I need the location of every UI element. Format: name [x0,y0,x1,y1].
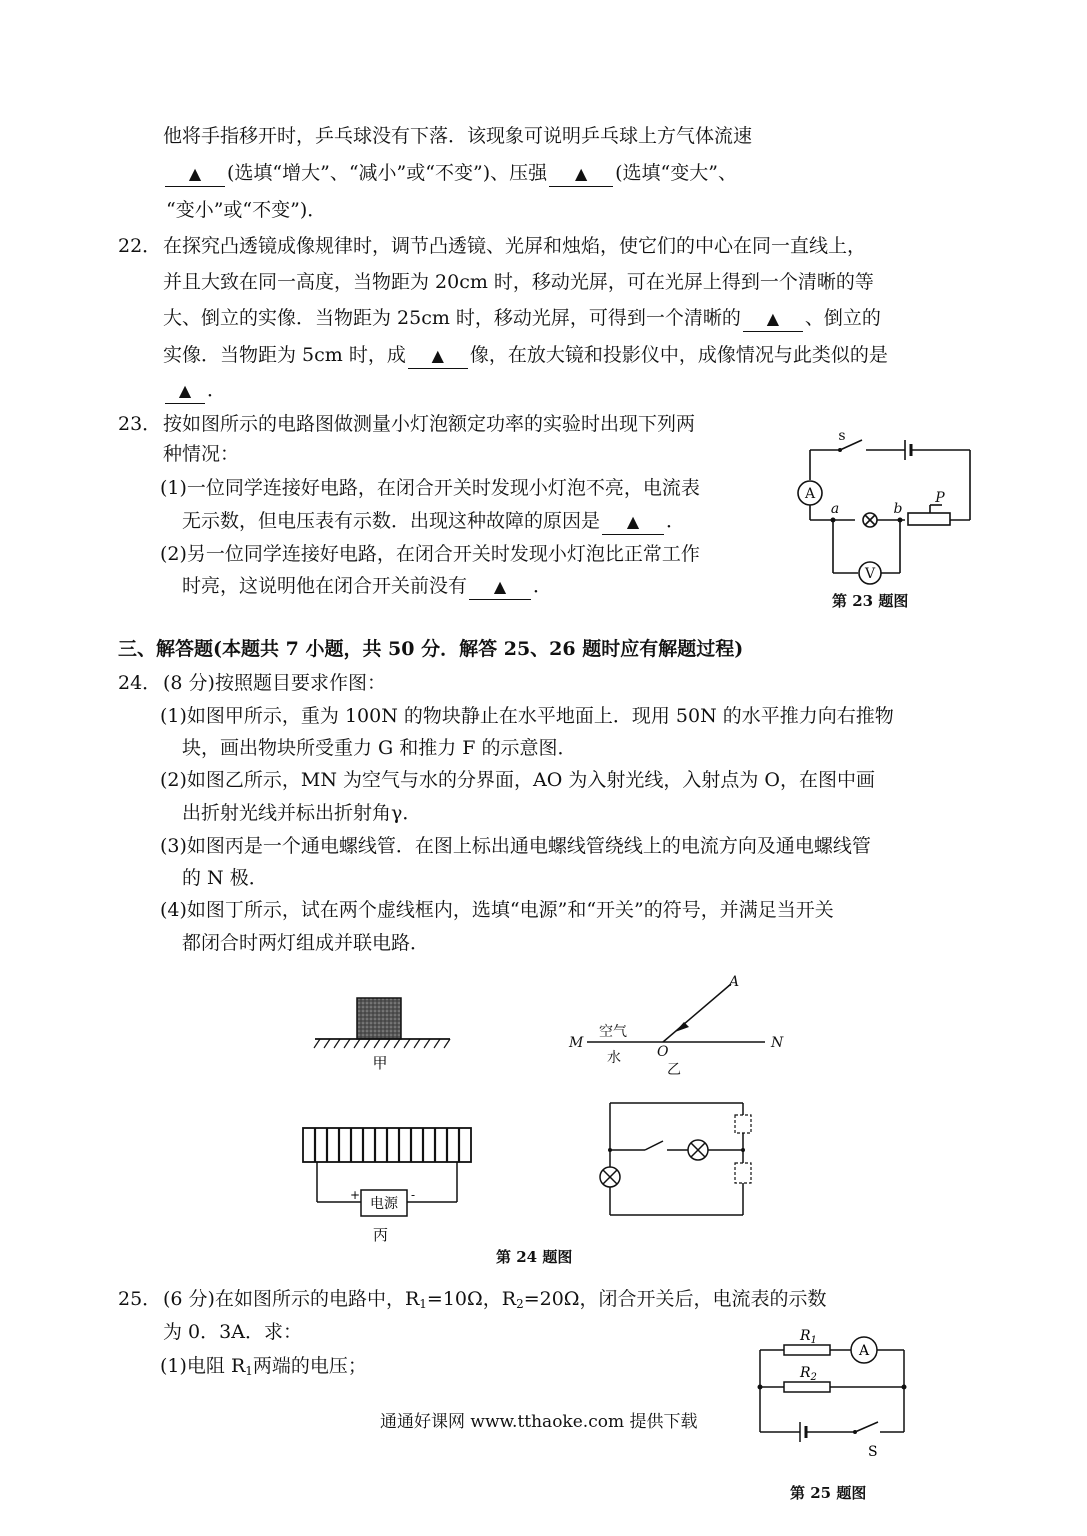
water-label: 水 [607,1050,621,1066]
q25-line1: (6 分)在如图所示的电路中，$R_1=10\Omega$，$R_2=20\Omega$，闭合开关后，电流表的示数 [163,1288,827,1311]
fig-bing-label: 丙 [373,1226,389,1244]
answer-blank[interactable]: ▲ [743,306,803,332]
label-a: A [729,974,740,990]
q23-p2-line1: (2)另一位同学连接好电路，在闭合开关时发现小灯泡比正常工作 [160,543,700,565]
q23-caption: 第 23 题图 [832,592,909,610]
q24-number: 24． [118,672,162,694]
node-b-label: b [893,501,903,517]
ammeter-label: A [858,1343,870,1359]
power-label: 电源 [370,1196,398,1212]
q24-caption: 第 24 题图 [496,1248,573,1266]
q24-fig-ding-circuit [595,1095,770,1225]
q22-line1: 在探究凸透镜成像规律时，调节凸透镜、光屏和烛焰，使它们的中心在同一直线上， [163,235,867,257]
r2-label: $R_2$ [800,1365,817,1383]
q22-number: 22． [118,235,162,257]
footer-source: 通通好课网 www.tthaoke.com 提供下载 [380,1412,698,1432]
q24-fig-bing-solenoid [295,1120,480,1250]
q24-p1-line2: 块，画出物块所受重力 G 和推力 F 的示意图． [182,737,577,759]
q23-line1: 按如图所示的电路图做测量小灯泡额定功率的实验时出现下列两 [163,413,696,435]
label-o: O [657,1044,669,1060]
q25-p1: (1)电阻 $R_1$两端的电压； [160,1355,367,1378]
q25-caption: 第 25 题图 [790,1484,867,1502]
q23-p2-line2: 时亮，这说明他在闭合开关前没有 ▲ ． [182,574,552,600]
dashed-box-bottom[interactable] [735,1163,751,1183]
answer-blank[interactable]: ▲ [408,343,468,369]
q24-p4-line1: (4)如图丁所示，试在两个虚线框内，选填“电源”和“开关”的符号，并满足当开关 [160,899,834,921]
minus-sign: - [411,1188,416,1202]
q24-p1-line1: (1)如图甲所示，重为 100N 的物块静止在水平地面上．现用 50N 的水平推力向右推物 [160,705,894,727]
answer-blank[interactable]: ▲ [469,574,531,600]
switch-label: S [868,1444,878,1460]
node-a-label: a [830,501,840,517]
air-label: 空气 [599,1024,627,1040]
q21-line2: ▲ (选填“增大”、“减小”或“不变”)、压强 ▲ (选填“变大”、 [163,161,737,187]
q24-p3-line1: (3)如图丙是一个通电螺线管．在图上标出通电螺线管绕线上的电流方向及通电螺线管 [160,835,871,857]
q22-line2: 并且大致在同一高度，当物距为 20cm 时，移动光屏，可在光屏上得到一个清晰的等 [163,271,874,293]
q21-line1: 他将手指移开时，乒乓球没有下落．该现象可说明乒乓球上方气体流速 [163,125,753,147]
slider-p-label: P [935,490,945,506]
switch-label: s [838,428,846,444]
fig-yi-label: 乙 [667,1062,681,1078]
answer-blank[interactable]: ▲ [165,161,225,187]
q22-line3: 大、倒立的实像．当物距为 25cm 时，移动光屏，可得到一个清晰的 ▲ 、倒立的 [163,306,881,332]
voltmeter-label: V [864,566,876,582]
q23-p1-line2: 无示数，但电压表有示数．出现这种故障的原因是 ▲ ． [182,509,685,535]
q24-p2-line2: 出折射光线并标出折射角γ． [182,802,422,824]
q22-line5: ▲ ． [163,378,226,404]
answer-blank[interactable]: ▲ [602,509,664,535]
q23-number: 23． [118,413,162,435]
answer-blank[interactable]: ▲ [549,161,613,187]
section3-title: 三、解答题(本题共 7 小题，共 50 分．解答 25、26 题时应有解题过程) [118,638,744,660]
fig-jia-label: 甲 [372,1054,388,1072]
label-n: N [771,1035,784,1051]
answer-blank[interactable]: ▲ [165,378,205,404]
q21-line3: “变小”或“不变”)． [166,199,327,221]
q24-fig-jia-block [310,990,460,1080]
ammeter-label: A [804,486,816,502]
q25-number: 25． [118,1288,162,1310]
q25-circuit-diagram [750,1328,920,1460]
q24-p3-line2: 的 N 极． [182,867,268,889]
q24-p4-line2: 都闭合时两灯组成并联电路． [182,932,430,954]
q24-line0: (8 分)按照题目要求作图： [163,672,386,694]
r1-label: $R_1$ [800,1328,817,1346]
q25-line2: 为 0．3A．求： [163,1321,302,1343]
q24-fig-yi-refraction [565,970,795,1080]
q23-line2: 种情况： [163,443,240,465]
q22-line4: 实像．当物距为 5cm 时，成 ▲ 像，在放大镜和投影仪中，成像情况与此类似的是 [163,343,888,369]
plus-sign: + [350,1188,361,1202]
q23-p1-line1: (1)一位同学连接好电路，在闭合开关时发现小灯泡不亮，电流表 [160,477,700,499]
label-m: M [569,1035,584,1051]
q24-p2-line1: (2)如图乙所示，MN 为空气与水的分界面，AO 为入射光线，入射点为 O，在图中画 [160,769,875,791]
dashed-box-top[interactable] [735,1115,751,1133]
